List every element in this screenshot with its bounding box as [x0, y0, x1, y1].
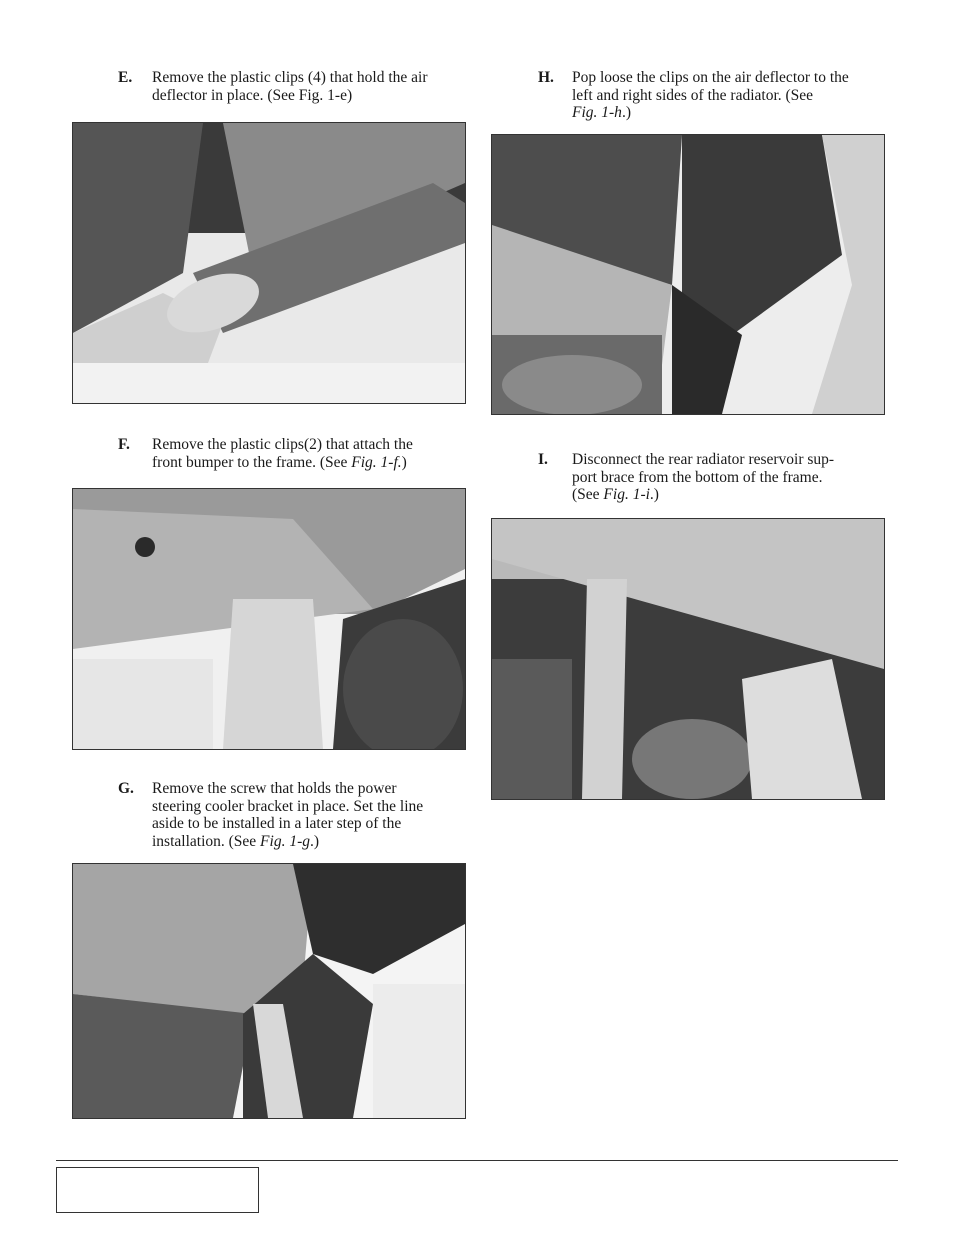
step-text: (See Fig. 1-i.) — [572, 486, 659, 503]
step-text: Remove the plastic clips (4) that hold the air — [152, 69, 428, 86]
figure-1-i-photo — [491, 518, 885, 800]
step-letter: F. — [118, 436, 130, 453]
figure-1-h-photo — [491, 134, 885, 415]
step-letter: I. — [538, 451, 548, 468]
figure-1-e-photo — [72, 122, 466, 404]
step-text: aside to be installed in a later step of the — [152, 815, 402, 832]
step-text: Remove the plastic clips(2) that attach the — [152, 436, 413, 453]
footer-box — [56, 1167, 259, 1213]
step-text: Disconnect the rear radiator reservoir sup- — [572, 451, 835, 468]
footer-rule — [56, 1160, 898, 1161]
step-letter: H. — [538, 69, 554, 86]
figure-reference: Fig. 1-i — [603, 486, 650, 503]
figure-1-g-photo — [72, 863, 466, 1119]
step-text: installation. (See Fig. 1-g.) — [152, 832, 320, 850]
figure-1-f-photo — [72, 488, 466, 750]
figure-reference: Fig. 1-h — [572, 104, 622, 121]
step-text: steering cooler bracket in place. Set the line — [152, 797, 424, 815]
figure-reference: Fig. 1-f. — [351, 453, 402, 471]
step-letter: E. — [118, 69, 133, 86]
step-text: deflector in place. (See Fig. 1-e) — [152, 86, 353, 104]
step-text: left and right sides of the radiator. (See — [572, 86, 814, 104]
step-letter: G. — [118, 780, 134, 797]
step-text: port brace from the bottom of the frame. — [572, 468, 823, 486]
step-text: Pop loose the clips on the air deflector to the — [572, 69, 849, 86]
step-text: front bumper to the frame. (See Fig. 1-f.) — [152, 453, 407, 471]
step-text: Remove the screw that holds the power — [152, 780, 397, 797]
step-text: Fig. 1-h.) — [572, 104, 631, 121]
figure-reference: Fig. 1-g — [260, 832, 310, 850]
